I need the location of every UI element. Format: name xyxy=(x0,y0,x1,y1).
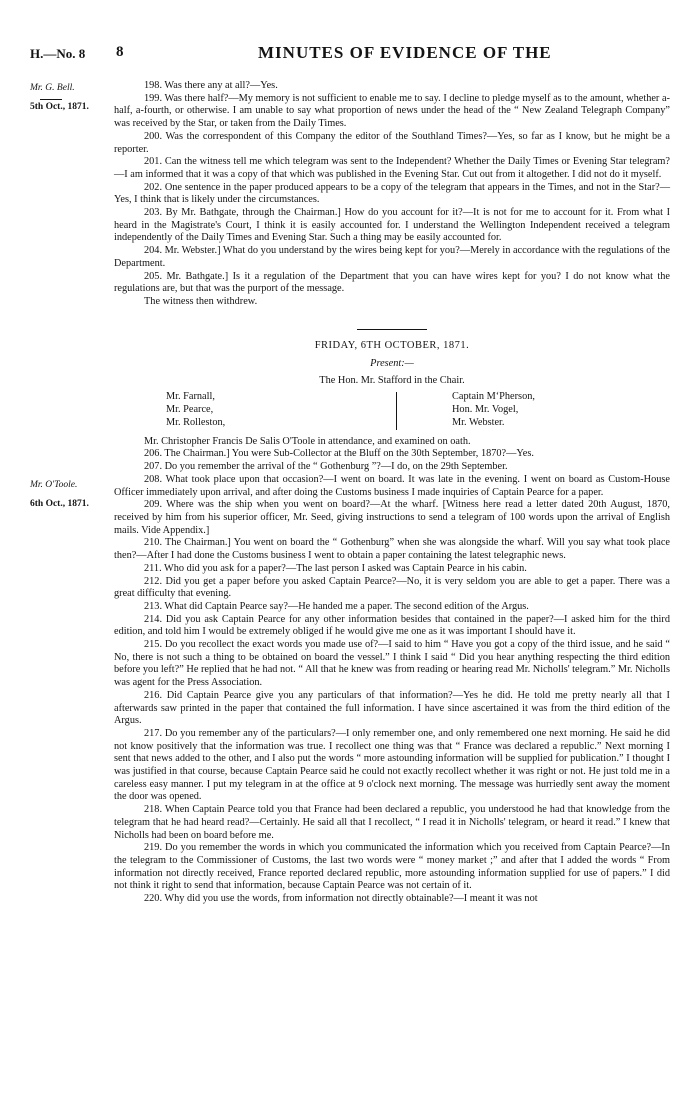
section-divider xyxy=(357,329,427,330)
paragraph: 201. Can the witness tell me which telegram was sent to the Independent? Whether the Daily Times or Evening Star telegram?—I am informed that it was a copy of that which was published in the Evening Star. Cut out from it altogether. I did not do it myself. xyxy=(114,156,670,180)
members-list xyxy=(114,390,670,430)
paragraph: 214. Did you ask Captain Pearce for any other information besides that contained in the paper?—I asked him for the third edition, and told him I would be extremely obliged if he would give me one as it was important I should have it. xyxy=(114,613,670,638)
paragraph: 206. The Chairman.] You were Sub-Collector at the Bluff on the 30th September, 1870?—Yes. xyxy=(144,448,534,460)
member-name: Mr. Rolleston, xyxy=(166,416,226,428)
paragraph: 205. Mr. Bathgate.] Is it a regulation of the Department that you can have wires kept for you? I do not know what the regulations are, but that was the purport of the message. xyxy=(114,270,670,295)
margin-note-witness-bell xyxy=(30,83,112,113)
paragraph: 212. Did you get a paper before you asked Captain Pearce?—No, it is very seldom you are able to get a paper. There was a great difficulty that evening. xyxy=(114,575,670,600)
paragraph: 218. When Captain Pearce told you that France had been declared a republic, you understood he had that knowledge from the telegram that he had heard read?—Certainly. He said all that I recollect, “ I read it in Nicholls' telegram, or heard it read.” I knew that Nicholls had been on board before me. xyxy=(114,804,670,841)
margin-note-witness-otoole xyxy=(30,480,112,510)
paragraph: 203. By Mr. Bathgate, through the Chairman.] How do you account for it?—It is not for me to account for it. From what I heard in the Magistrate's Court, I think it is easily accounted for. I understand the Wellington Independent received a telegram independently of the Daily Times and Evening Star. Such a thing may be easily accounted for. xyxy=(114,207,670,244)
member-name: Captain M‘Pherson, xyxy=(452,390,535,402)
evidence-section-2 xyxy=(114,436,670,906)
margin-date: 5th Oct., 1871. xyxy=(30,102,89,112)
paragraph: 220. Why did you use the words, from information not directly obtainable?—I meant it was not xyxy=(144,893,538,905)
paragraph: 215. Do you recollect the exact words you made use of?—I said to him “ Have you got a copy of the third issue, and he said “ No, there is not such a thing to be obtained on board the vessel.” I think I said “ Did you hear anything respecting the third edition before you left?” He replied that he had not. “ All that he knew was from reading or hearing read Mr. Nicholls' telegram.” Mr. Nicholls was agent for the Press Association. xyxy=(114,639,670,689)
paragraph: 211. Who did you ask for a paper?—The last person I asked was Captain Pearce in his cabin. xyxy=(144,562,527,574)
chair-line: The Hon. Mr. Stafford in the Chair. xyxy=(319,375,465,387)
paragraph: 204. Mr. Webster.] What do you understand by the wires being kept for you?—Merely in accordance with the regulations of the Department. xyxy=(114,245,670,269)
paragraph: Mr. Christopher Francis De Salis O'Toole in attendance, and examined on oath. xyxy=(144,435,471,447)
paragraph: 200. Was the correspondent of this Company the editor of the Southland Times?—Yes, so far as I know, but he might be a reporter. xyxy=(114,130,670,155)
members-divider xyxy=(396,392,397,430)
paragraph: 216. Did Captain Pearce give you any particulars of that information?—Yes he did. He told me pretty nearly all that I afterwards saw printed in the paper that contained the full information. I have since ascertained it was from the third edition of the Argus. xyxy=(114,689,670,727)
paragraph: 198. Was there any at all?—Yes. xyxy=(144,80,278,91)
page-header xyxy=(0,42,700,64)
paragraph: 209. Where was the ship when you went on board?—At the wharf. [Witness here read a letter dated 20th August, 1870, received by him from his superior officer, Mr. Seed, giving instructions to send a telegram of 100 words upon the arrival of English mails. Vide Appendix.] xyxy=(114,499,670,536)
document-code: H.—No. 8 xyxy=(30,46,86,61)
present-label: Present:— xyxy=(370,358,414,370)
member-name: Mr. Farnall, xyxy=(166,390,215,402)
member-name: Hon. Mr. Vogel, xyxy=(452,403,519,415)
evidence-section-1 xyxy=(114,80,670,309)
page-number: 8 xyxy=(116,44,124,60)
margin-witness-name: Mr. O'Toole. xyxy=(30,480,78,490)
member-name: Mr. Pearce, xyxy=(166,403,214,415)
page-title: MINUTES OF EVIDENCE OF THE xyxy=(258,43,552,62)
members-left-column xyxy=(166,390,225,429)
paragraph: 213. What did Captain Pearce say?—He handed me a paper. The second edition of the Argus. xyxy=(144,600,529,612)
paragraph: 210. The Chairman.] You went on board the “ Gothenburg” when she was alongside the wharf. Will you say what took place then?—After I had done the Customs business I went to obtain a paper containing the latest telegraphic news. xyxy=(114,537,670,562)
paragraph: 202. One sentence in the paper produced appears to be a copy of the telegram that appears in the Times, and not in the Star?—Yes, I think that is likely under the circumstances. xyxy=(114,181,670,206)
session-date: FRIDAY, 6TH OCTOBER, 1871. xyxy=(314,339,470,351)
minutes-body xyxy=(114,80,670,906)
margin-witness-name: Mr. G. Bell. xyxy=(30,83,75,93)
paragraph: 199. Was there half?—My memory is not sufficient to enable me to say. I decline to pledge myself as to the amount, whether a-half, a-fourth, or otherwise. I am unable to say what proportion of news under the head of the “ New Zealand Telegraph Company” was received by the Star, or taken from the Daily Times. xyxy=(114,92,670,130)
margin-divider xyxy=(40,99,62,100)
margin-date: 6th Oct., 1871. xyxy=(30,499,89,509)
members-right-column xyxy=(452,390,535,429)
paragraph: 207. Do you remember the arrival of the “ Gothenburg ”?—I do, on the 29th September. xyxy=(144,461,508,473)
paragraph: 219. Do you remember the words in which you communicated the information which you received from Captain Pearce?—In the telegram to the Commissioner of Customs, the last two words were “ money market ;” and after that I added the words “ From information not directly received, France reported declared republic, more astounding information supplied for use of papers.” I did not think it right to send that information, because Captain Pearce was not certain of it. xyxy=(114,842,670,892)
member-name: Mr. Webster. xyxy=(452,416,505,428)
paragraph: 217. Do you remember any of the particulars?—I only remember one, and only remembered one next morning. He said he did not know positively that the information was true. I recollect one thing was that “ France was declared a republic.” Next morning I sent that news added to the other, and I also put the words “ more astounding information will be supplied for publication.” I thought I was justified in that course, because Captain Pearce said he could not exactly recollect whether it was right or not. He just told me in a careless easy manner. I put my telegram in at the office at 9 o'clock next morning. The message was hurriedly sent away the moment the door was opened. xyxy=(114,727,670,803)
paragraph: 208. What took place upon that occasion?—I went on board. It was late in the evening. I went on board as Custom-House Officer immediately upon arrival, and after doing the Customs business I made inquiries of Captain Pearce for a paper. xyxy=(114,473,670,498)
witness-withdrew: The witness then withdrew. xyxy=(144,295,258,307)
